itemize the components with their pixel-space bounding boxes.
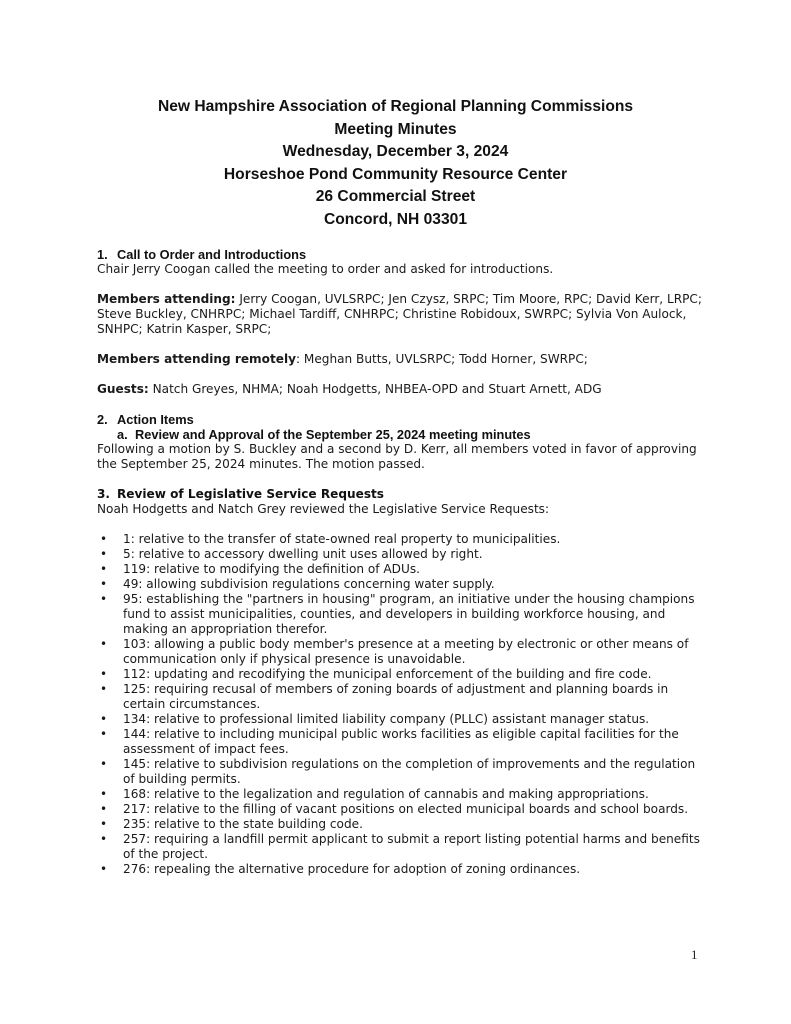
list-item: • 125: requiring recusal of members of zoning boards of adjustment and planning boards in certain circumstances.: [100, 682, 669, 711]
list-item: • 144: relative to including municipal public works facilities as eligible capital facilities for the assessment of impact fees.: [100, 727, 679, 756]
guests-label: Guests:: [97, 382, 149, 396]
guests-list: Natch Greyes, NHMA; Noah Hodgetts, NHBEA-OPD and Stuart Arnett, ADG: [148, 382, 602, 396]
venue-street: 26 Commercial Street: [315, 188, 476, 206]
bullet-icon: •: [100, 832, 108, 846]
bullet-icon: •: [100, 712, 108, 726]
section-3-heading: [97, 487, 707, 502]
section-2-text: Following a motion by S. Buckley and a second by D. Kerr, all members voted in favor of approving the September 25, 2024 minutes. The motion passed.: [97, 442, 697, 471]
list-item: • 49: allowing subdivision regulations concerning water supply.: [100, 577, 495, 591]
members-remote: [97, 352, 707, 367]
subsection-letter: a.: [117, 427, 128, 442]
document-body: [97, 247, 707, 877]
venue-city: Concord, NH 03301: [324, 210, 467, 228]
list-item: • 112: updating and recodifying the municipal enforcement of the building and fire code.: [100, 667, 652, 681]
list-item: • 5: relative to accessory dwelling unit uses allowed by right.: [100, 547, 483, 561]
section-number: 3.: [97, 487, 111, 501]
bullet-icon: •: [100, 787, 108, 801]
members-attending: [97, 292, 707, 337]
list-item: • 235: relative to the state building code.: [100, 817, 363, 831]
lsr-list: [97, 532, 707, 877]
bullet-icon: •: [100, 862, 108, 876]
bullet-icon: •: [100, 532, 108, 546]
org-title: New Hampshire Association of Regional Planning Commissions: [157, 98, 634, 115]
list-item: • 276: repealing the alternative procedure for adoption of zoning ordinances.: [100, 862, 581, 876]
bullet-icon: •: [100, 577, 108, 591]
members-label: Members attending:: [97, 292, 236, 306]
section-2-heading: [97, 412, 707, 427]
section-1-text: Chair Jerry Coogan called the meeting to order and asked for introductions.: [97, 262, 554, 276]
bullet-icon: •: [100, 592, 108, 606]
venue-name: Horseshoe Pond Community Resource Center: [223, 165, 568, 183]
bullet-icon: •: [100, 667, 108, 681]
bullet-icon: •: [100, 682, 108, 696]
bullet-icon: •: [100, 727, 108, 741]
list-item: • 145: relative to subdivision regulations on the completion of improvements and the regulation of building permits.: [100, 757, 696, 786]
list-item: • 134: relative to professional limited liability company (PLLC) assistant manager status.: [100, 712, 650, 726]
list-item: • 168: relative to the legalization and regulation of cannabis and making appropriations.: [100, 787, 649, 801]
meeting-date: Wednesday, December 3, 2024: [282, 143, 509, 161]
list-item: • 95: establishing the "partners in housing" program, an initiative under the housing champions fund to assist municipalities, counties, and developers in building workforce housing, and making an appropriation therefor.: [100, 592, 695, 636]
remote-list: : Meghan Butts, UVLSRPC; Todd Horner, SWRPC;: [295, 352, 588, 366]
list-item: • 257: requiring a landfill permit applicant to submit a report listing potential harms and benefits of the project.: [100, 832, 700, 861]
bullet-icon: •: [100, 547, 108, 561]
bullet-icon: •: [100, 817, 108, 831]
subsection-title: Review and Approval of the September 25, 2024 meeting minutes: [135, 427, 531, 442]
members-list: Jerry Coogan, UVLSRPC; Jen Czysz, SRPC; Tim Moore, RPC; David Kerr, LRPC; Steve Buckley, CNHRPC; Michael Tardiff, CNHRPC; Christine Robidoux, SWRPC; Sylvia Von Aulock, SNHPC; Katrin Kasper, SRPC;: [97, 292, 702, 336]
list-item: • 1: relative to the transfer of state-owned real property to municipalities.: [100, 532, 561, 546]
section-title: Call to Order and Introductions: [117, 247, 307, 262]
section-title: Action Items: [117, 412, 194, 427]
section-number: 1.: [97, 247, 108, 262]
doc-type: Meeting Minutes: [334, 120, 457, 138]
bullet-icon: •: [100, 757, 108, 771]
subsection-2a-heading: [97, 427, 707, 442]
remote-label: Members attending remotely: [97, 352, 296, 366]
list-item: • 217: relative to the filling of vacant positions on elected municipal boards and school boards.: [100, 802, 689, 816]
section-3-text: Noah Hodgetts and Natch Grey reviewed the Legislative Service Requests:: [97, 502, 550, 516]
bullet-icon: •: [100, 802, 108, 816]
section-number: 2.: [97, 412, 108, 427]
document-header: [0, 96, 791, 232]
list-item: • 103: allowing a public body member's presence at a meeting by electronic or other means of communication only if physical presence is unavoidable.: [100, 637, 689, 666]
page-number: 1: [691, 947, 698, 962]
bullet-icon: •: [100, 562, 108, 576]
guests: [97, 382, 707, 397]
bullet-icon: •: [100, 637, 108, 651]
list-item: • 119: relative to modifying the definition of ADUs.: [100, 562, 420, 576]
section-title: Review of Legislative Service Requests: [117, 487, 384, 501]
section-1-heading: [97, 247, 707, 262]
